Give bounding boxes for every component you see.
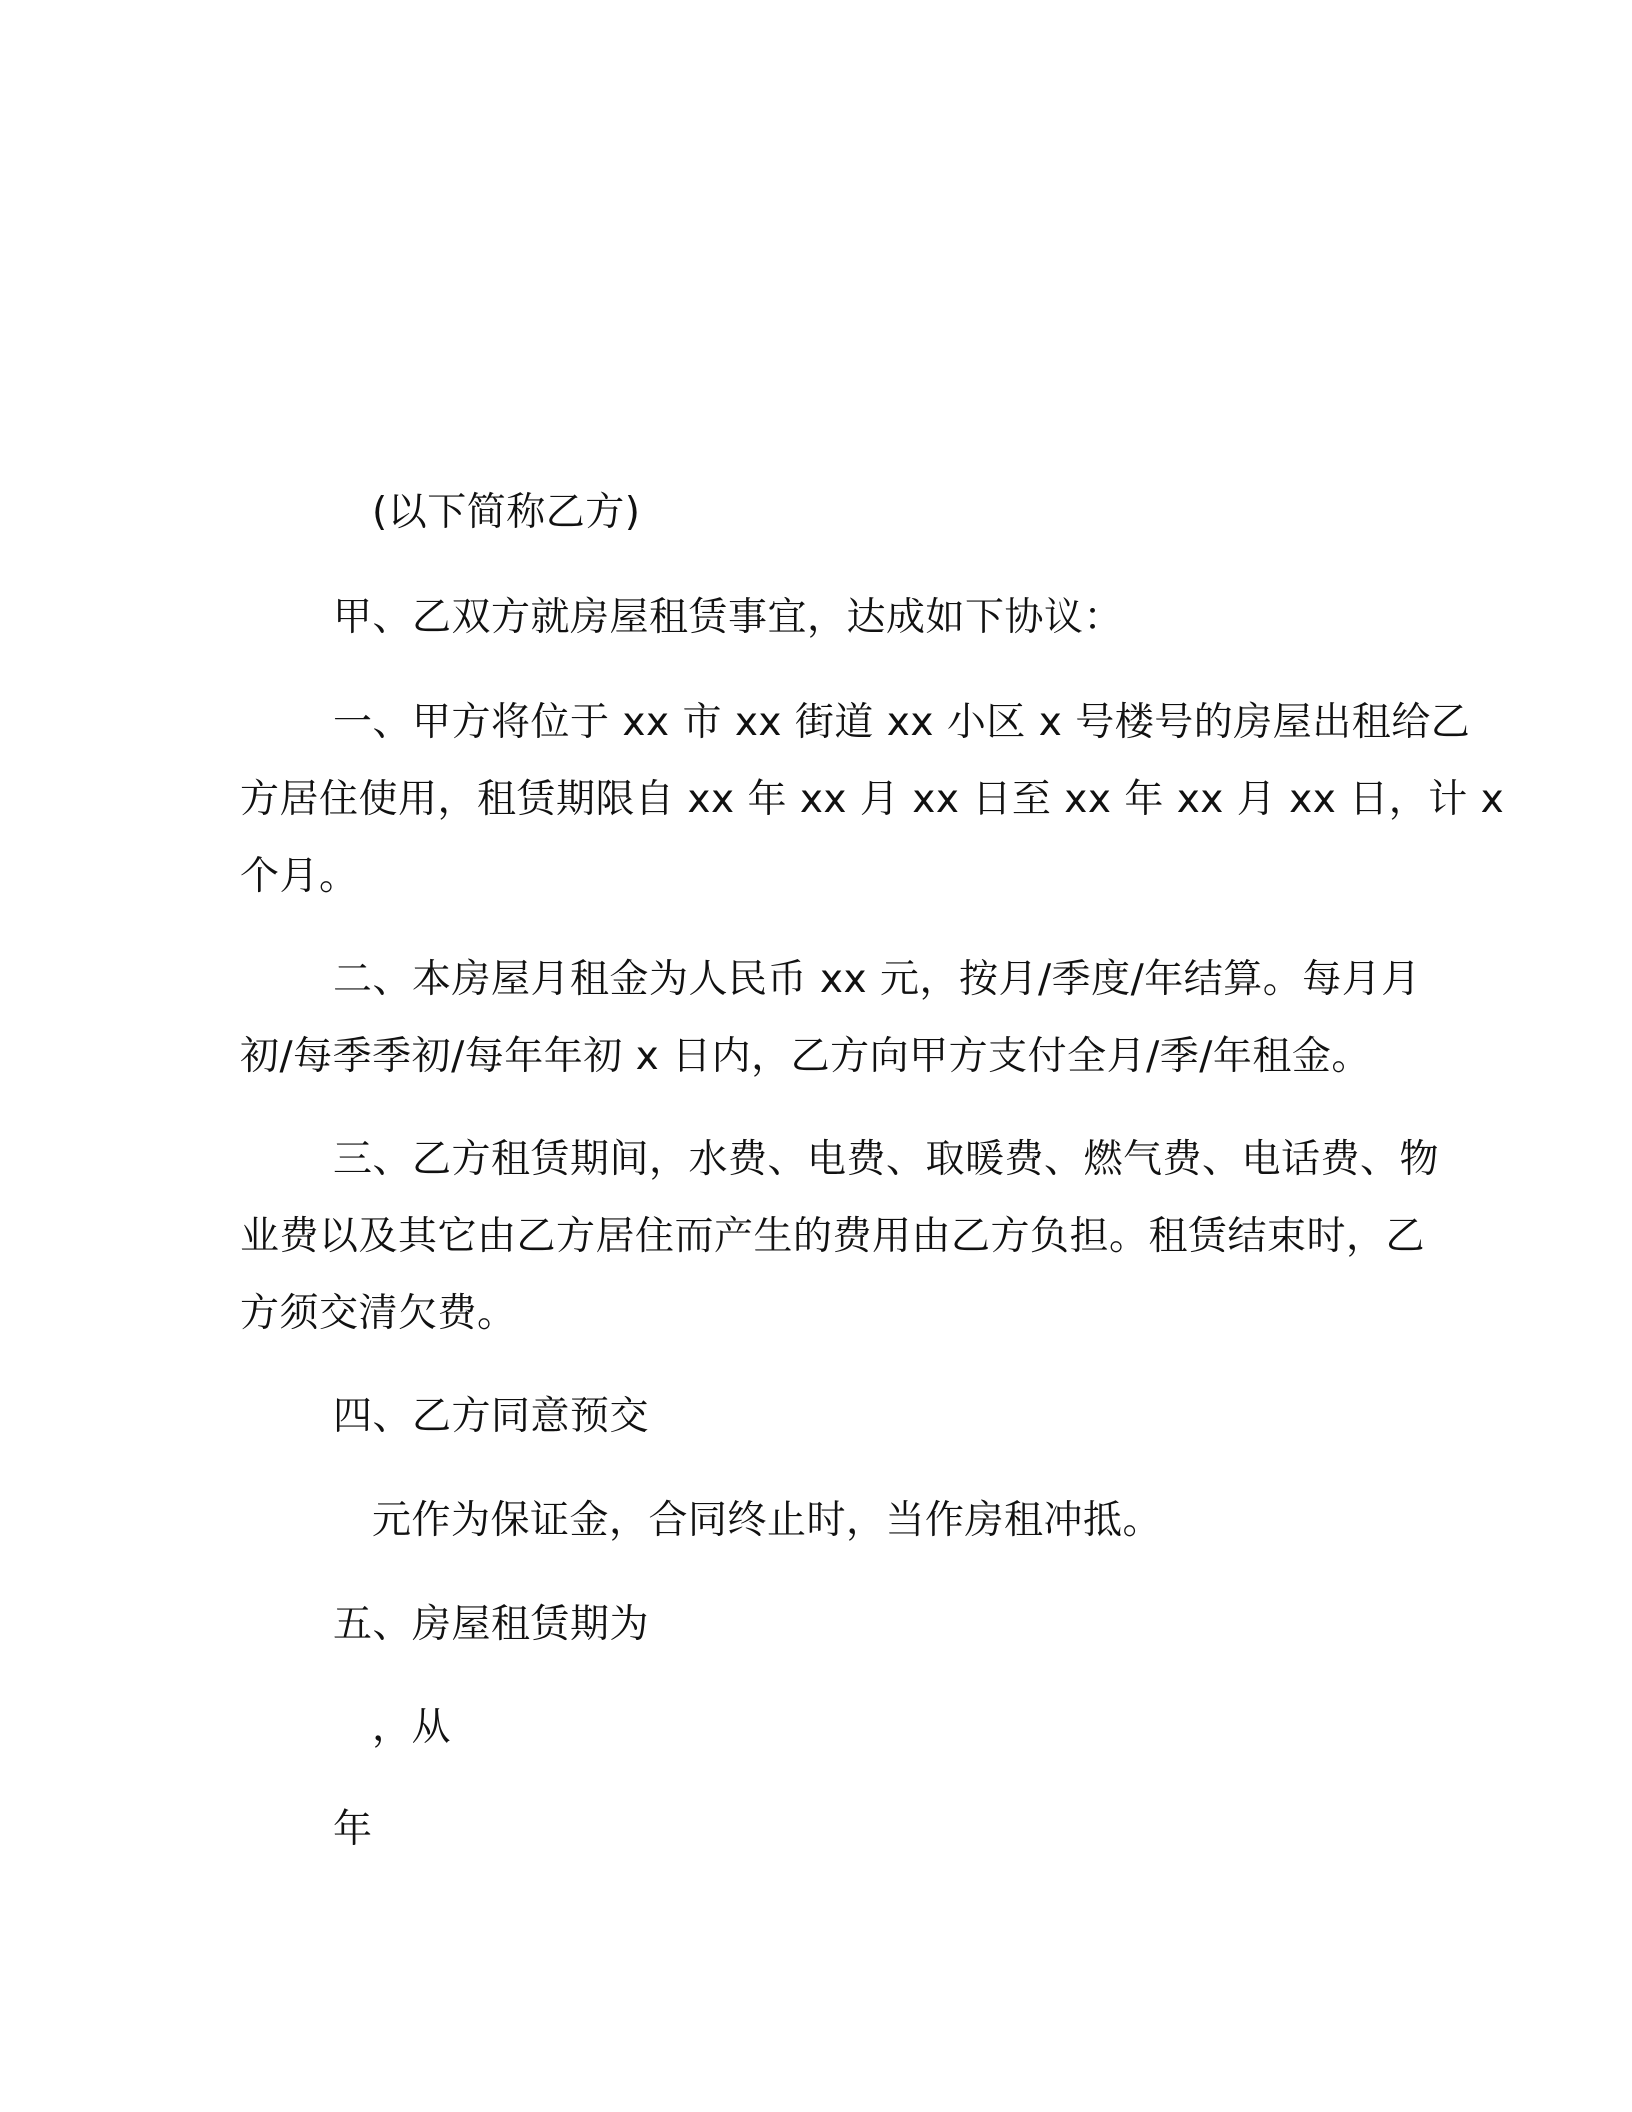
clause-1-line-3: 个月。 (240, 854, 359, 899)
clause-2-line-2: 初/每季季初/每年年初 x 日内，乙方向甲方支付全月/季/年租金。 (240, 1034, 1371, 1079)
clause-2-line-1: 二、本房屋月租金为人民币 xx 元，按月/季度/年结算。每月月 (333, 957, 1421, 1002)
clause-1-line-2: 方居住使用，租赁期限自 xx 年 xx 月 xx 日至 xx 年 xx 月 xx 日，计 x (240, 777, 1505, 822)
clause-4-line-2: 元作为保证金，合同终止时，当作房租冲抵。 (372, 1498, 1163, 1543)
clause-5-line-2: ，从 (372, 1705, 452, 1750)
clause-3-line-3: 方须交清欠费。 (240, 1291, 517, 1336)
agreement-intro: 甲、乙双方就房屋租赁事宜，达成如下协议： (333, 595, 1124, 640)
party-b-abbreviation: (以下简称乙方) (372, 490, 641, 535)
clause-5-line-1: 五、房屋租赁期为 (333, 1602, 650, 1647)
clause-4-line-1: 四、乙方同意预交 (333, 1394, 650, 1439)
clause-5-line-3: 年 (333, 1807, 373, 1852)
clause-1-line-1: 一、甲方将位于 xx 市 xx 街道 xx 小区 x 号楼号的房屋出租给乙 (333, 700, 1471, 745)
clause-3-line-2: 业费以及其它由乙方居住而产生的费用由乙方负担。租赁结束时，乙 (240, 1214, 1426, 1259)
clause-3-line-1: 三、乙方租赁期间，水费、电费、取暖费、燃气费、电话费、物 (333, 1137, 1440, 1182)
